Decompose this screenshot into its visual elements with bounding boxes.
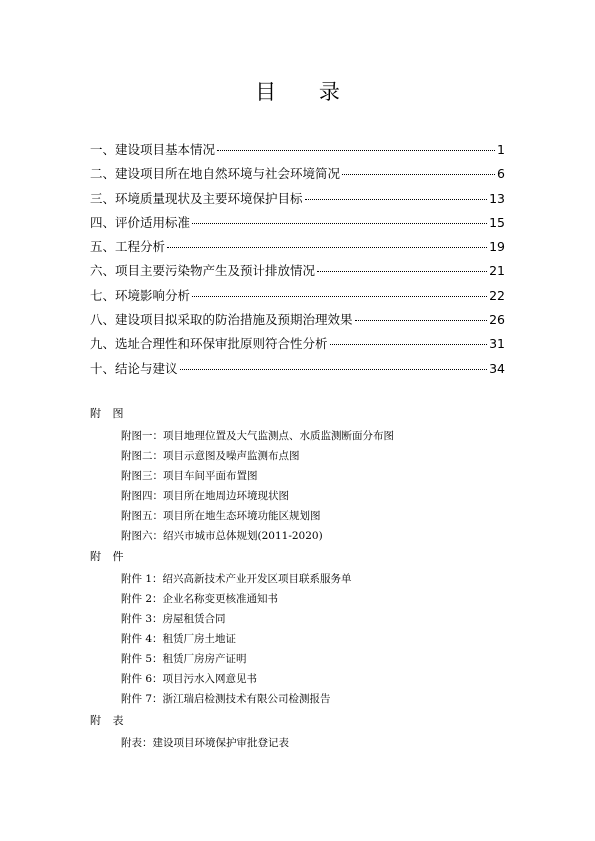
toc-label: 九、选址合理性和环保审批原则符合性分析 [90,336,328,352]
figure-item: 附图二：项目示意图及噪声监测布点图 [121,450,300,462]
toc-label: 一、建设项目基本情况 [90,142,216,157]
toc-label: 二、建设项目所在地自然环境与社会环境简况 [90,166,341,182]
dot-leader [217,149,495,151]
figure-item: 附图五：项目所在地生态环境功能区规划图 [121,510,321,522]
attachments-heading: 附 件 [90,550,128,563]
toc-page: 26 [489,312,505,328]
toc-label: 三、环境质量现状及主要环境保护目标 [90,190,303,206]
tables-heading: 附 表 [90,714,128,727]
toc-entry[interactable] [90,141,505,165]
toc-page: 31 [489,336,505,352]
dot-leader [355,319,488,321]
toc-page: 22 [489,287,505,303]
toc-page: 6 [497,166,505,182]
figure-item: 附图三：项目车间平面布置图 [121,470,258,482]
toc-page: 15 [489,214,505,230]
dot-leader [192,295,487,297]
toc-entry[interactable] [90,360,505,384]
toc-label: 十、结论与建议 [90,360,178,376]
toc-entry[interactable] [90,335,505,359]
dot-leader [180,368,488,370]
toc-label: 六、项目主要污染物产生及预计排放情况 [90,263,316,279]
attachment-item: 附件 3：房屋租赁合同 [121,613,226,625]
page-title: 目 录 [255,80,358,104]
toc-entry[interactable] [90,287,505,311]
dot-leader [167,246,487,248]
figure-item: 附图四：项目所在地周边环境现状图 [121,490,289,502]
dot-leader [342,173,495,175]
toc-entry[interactable] [90,311,505,335]
toc-label: 七、环境影响分析 [90,287,191,303]
toc-entry[interactable] [90,165,505,189]
toc-label: 五、工程分析 [90,239,166,255]
attachment-item: 附件 4：租赁厂房土地证 [121,633,237,645]
dot-leader [305,198,488,200]
figure-item: 附图六：绍兴市城市总体规划(2011-2020) [121,530,323,542]
toc-page: 13 [489,190,505,206]
toc-page: 19 [489,239,505,255]
attachment-item: 附件 2：企业名称变更核准通知书 [121,593,279,605]
dot-leader [330,343,488,345]
toc-entry[interactable] [90,214,505,238]
toc-label: 四、评价适用标准 [90,214,191,230]
toc-page: 21 [489,263,505,279]
attachment-item: 附件 7：浙江瑞启检测技术有限公司检测报告 [121,693,331,705]
attachment-item: 附件 5：租赁厂房房产证明 [121,653,247,665]
table-item: 附表：建设项目环境保护审批登记表 [121,737,289,749]
toc-page: 1 [497,142,505,157]
toc-page: 34 [489,360,505,376]
table-of-contents [90,141,505,384]
attachment-item: 附件 1：绍兴高新技术产业开发区项目联系服务单 [121,573,352,585]
toc-entry[interactable] [90,238,505,262]
attachment-item: 附件 6：项目污水入网意见书 [121,673,258,685]
figure-item: 附图一：项目地理位置及大气监测点、水质监测断面分布图 [121,430,394,442]
toc-entry[interactable] [90,190,505,214]
dot-leader [317,270,487,272]
toc-entry[interactable] [90,262,505,286]
toc-label: 八、建设项目拟采取的防治措施及预期治理效果 [90,312,353,328]
dot-leader [192,222,487,224]
figures-heading: 附 图 [90,407,128,420]
